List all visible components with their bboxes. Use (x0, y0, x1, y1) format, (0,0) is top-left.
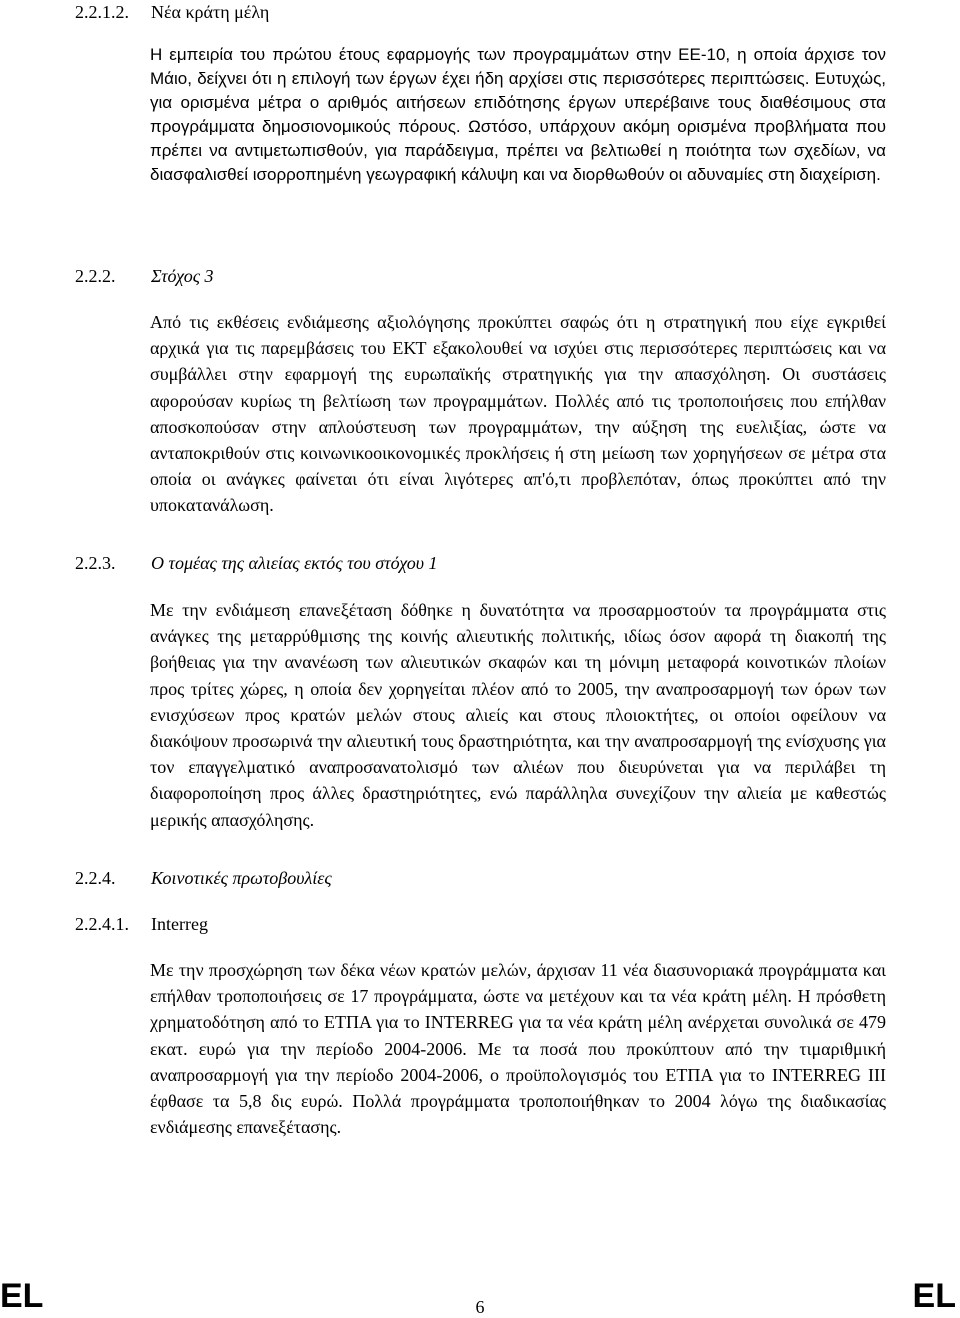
heading-2-2-4-1 (75, 912, 208, 936)
heading-title: Στόχος 3 (151, 266, 214, 286)
heading-2-2-1-2 (75, 0, 269, 24)
paragraph-objective-3: Από τις εκθέσεις ενδιάμεσης αξιολόγησης προκύπτει σαφώς ότι η στρατηγική που είχε εγκριθεί αρχικά για τις παρεμβάσεις του ΕΚΤ εξακολουθεί να ισχύει στις περισσότερες περιπτώσεις και να συμβάλλει στην εφαρμογή της ευρωπαϊκής στρατηγικής για την απασχόληση. Οι συστάσεις αφορούσαν κυρίως τη βελτίωση των προγραμμάτων. Πολλές από τις τροποποιήσεις που επήλθαν αποσκοπούσαν στην απλούστευση των προγραμμάτων, την αύξηση της ευελιξίας, ώστε να ανταποκριθούν στις κοινωνικοοικονομικές προκλήσεις ή στη μείωση των χορηγήσεων σε μέτρα στα οποία οι ανάγκες φαίνεται ότι είναι λιγότερες απ'ό,τι προβλεπόταν, όπως προκύπτει από την υποκατανάλωση. (150, 312, 886, 516)
heading-2-2-3 (75, 551, 438, 575)
paragraph-interreg: Με την προσχώρηση των δέκα νέων κρατών μελών, άρχισαν 11 νέα διασυνοριακά προγράμματα και επήλθαν τροποποιήσεις σε 17 προγράμματα, ώστε να μετέχουν και τα νέα κράτη μέλη. Η πρόσθετη χρηματοδότηση από το ΕΤΠΑ για το INTERREG για τα νέα κράτη μέλη ανέρχεται συνολικά σε 479 εκατ. ευρώ για την περίοδο 2004-2006. Με τα ποσά που προκύπτουν από την τιμαριθμική αναπροσαρμογή για την περίοδο 2004-2006, ο προϋπολογισμός του ΕΤΠΑ για το INTERREG III έφθασε τα 5,8 δις ευρώ. Πολλά προγράμματα τροποποιήθηκαν το 2004 λόγω της διαδικασίας ενδιάμεσης επανεξέτασης. (150, 960, 886, 1138)
heading-title: Κοινοτικές πρωτοβουλίες (151, 868, 332, 888)
heading-2-2-2 (75, 264, 214, 288)
footer-language-right: EL (912, 1277, 956, 1315)
footer-language-left: EL (0, 1277, 44, 1315)
heading-number: 2.2.4.1. (75, 914, 129, 934)
heading-2-2-4 (75, 866, 332, 890)
heading-number: 2.2.2. (75, 266, 116, 286)
paragraph-new-member-states: Η εμπειρία του πρώτου έτους εφαρμογής των προγραμμάτων στην ΕΕ-10, η οποία άρχισε τον Μάιο, δείχνει ότι η επιλογή των έργων έχει ήδη αρχίσει στις περισσότερες περιπτώσεις. Ευτυχώς, για ορισμένα μέτρα ο αριθμός αιτήσεων επιδότησης έργων υπερέβαινε τους διαθέσιμους στα προγράμματα δημοσιονομικούς πόρους. Ωστόσο, υπάρχουν ακόμη ορισμένα προβλήματα που πρέπει να αντιμετωπισθούν, για παράδειγμα, πρέπει να βελτιωθεί η ποιότητα των σχεδίων, να διασφαλισθεί ισορροπημένη γεωγραφική κάλυψη και να διορθωθούν οι αδυναμίες στη διαχείριση. (150, 45, 886, 184)
heading-number: 2.2.4. (75, 868, 116, 888)
page-number: 6 (475, 1297, 485, 1317)
heading-title: Interreg (151, 914, 208, 934)
heading-number: 2.2.1.2. (75, 2, 129, 22)
heading-title: Ο τομέας της αλιείας εκτός του στόχου 1 (151, 553, 438, 573)
heading-title: Νέα κράτη μέλη (151, 2, 270, 22)
heading-number: 2.2.3. (75, 553, 116, 573)
paragraph-fisheries: Με την ενδιάμεση επανεξέταση δόθηκε η δυνατότητα να προσαρμοστούν τα προγράμματα στις ανάγκες της μεταρρύθμισης της κοινής αλιευτικής πολιτικής, ιδίως όσον αφορά τη διακοπή της βοήθειας για την ανανέωση των αλιευτικών σκαφών και τη μόνιμη μεταφορά κοινοτικών πλοίων προς τρίτες χώρες, η οποία δεν χορηγείται πλέον από το 2005, την αναπροσαρμογή των όρων των ενισχύσεων προς κρατών μελών στους αλιείς και στους πλοιοκτήτες, οι οποίοι οφείλουν να διακόψουν προσωρινά την αλιευτική τους δραστηριότητα, και την αναπροσαρμογή της ενίσχυσης για τον επαγγελματικό αναπροσανατολισμό των αλιέων που διευρύνεται για να περιλάβει τη διαφοροποίηση προς άλλες δραστηριότητες, ενώ παράλληλα συνεχίζουν την αλιεία με καθεστώς μερικής απασχόλησης. (150, 600, 886, 830)
